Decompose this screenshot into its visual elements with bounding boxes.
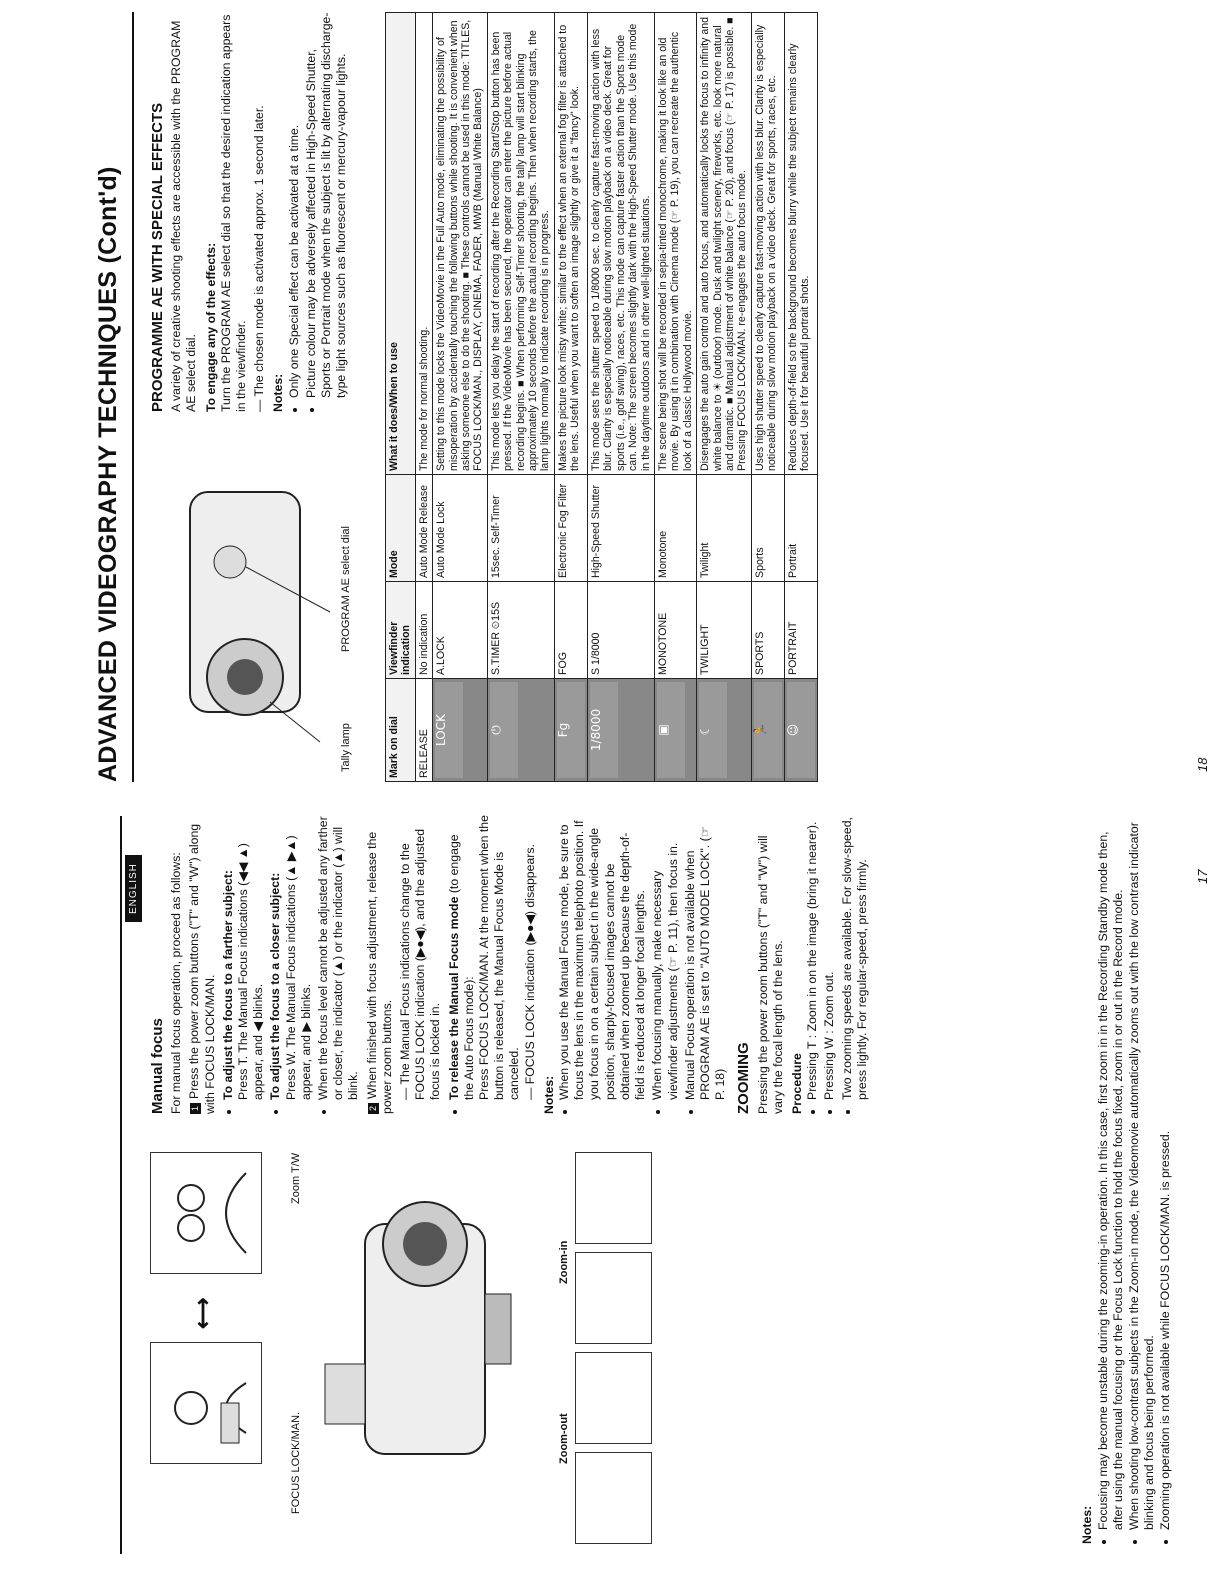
table-row <box>415 13 432 782</box>
zoom-in-label: Zoom-in <box>558 1240 570 1284</box>
table-row <box>697 13 752 782</box>
program-ae-camcorder-illustration <box>150 442 350 772</box>
bottom-note-item: • Focusing may become unstable during the zooming-in operation. In this case, first zoom in in the Recording Standby mode then, after using the manual focusing or the Focus Lock function to hold the focus fixed, zoom in or out in the Record mode. <box>1096 814 1127 1530</box>
header-indication: Viewfinder indication <box>386 582 416 679</box>
farther-item <box>221 814 267 1100</box>
mark-cell: RELEASE <box>415 679 432 782</box>
page-number-17: 17 <box>1195 869 1210 884</box>
note-item: • Manual Focus operation is not available when PROGRAM AE is set to "AUTO MODE LOCK". (☞ P. 18) <box>683 814 729 1100</box>
mark-cell <box>554 679 587 782</box>
mode-cell: Auto Mode Release <box>415 475 432 582</box>
zoom-frame-3 <box>575 1252 652 1344</box>
bottom-notes-title: Notes: <box>1080 1505 1094 1544</box>
program-ae-column <box>150 12 352 412</box>
zoom-frame-2 <box>575 1352 652 1444</box>
lock-dial-mark: LOCK <box>435 682 463 778</box>
description-cell: Uses high shutter speed to clearly capture fast-moving action with less blur. Clarity is especially noticeable during slow motion playback on a video deck. Great for sports, races, etc. <box>751 13 784 475</box>
indication-cell: FOG <box>554 582 587 679</box>
bottom-note-item: • When shooting low-contrast subjects in the Zoom-in mode, the Videomovie automatically zooms out with the low contrast indicator blinking and focus being performed. <box>1127 814 1158 1530</box>
description-cell: Makes the picture look misty white; similar to the effect when an external fog filter is attached to the lens. Useful when you want to soften an image slightly or give it a "fancy" look. <box>554 13 587 475</box>
step-1-text: Press the power zoom buttons ("T" and "W") along with FOCUS LOCK/MAN. <box>187 823 217 1114</box>
engage-text: Turn the PROGRAM AE select dial so that the desired indication appears in the viewfinder. <box>218 14 249 412</box>
mode-cell: Monotone <box>654 475 696 582</box>
fog-dial-mark: Fg <box>557 682 585 778</box>
header-description: What it does/When to use <box>386 13 416 475</box>
release-list <box>447 814 538 1114</box>
program-ae-intro: A variety of creative shooting effects are accessible with the PROGRAM AE select dial. <box>169 20 199 412</box>
program-ae-notes <box>287 12 350 412</box>
description-cell: The mode for normal shooting. <box>415 13 432 475</box>
tally-lamp-label: Tally lamp <box>340 723 352 772</box>
table-row <box>784 13 817 782</box>
bottom-note-item: • Zooming operation is not available while FOCUS LOCK/MAN. is pressed. <box>1158 814 1174 1530</box>
note-item: • Picture colour may be adversely affected in High-Speed Shutter, Sports or Portrait mode when the subject is lit by alternating discharge-type light sources such as fluorescent or mercury-vapour lights. <box>304 12 350 398</box>
camcorder-icon <box>150 442 350 772</box>
mark-cell <box>784 679 817 782</box>
release-title-tail: (to engage the Auto Focus mode): <box>446 834 476 1100</box>
notes-title: Notes: <box>541 1075 556 1114</box>
release-title: To release the Manual Focus mode <box>446 896 461 1100</box>
procedure-list <box>805 814 870 1114</box>
zoom-tw-label: Zoom T/W <box>290 1152 302 1204</box>
zoom-frame-1 <box>575 1452 652 1544</box>
mark-cell <box>697 679 752 782</box>
zooming-intro: Pressing the power zoom buttons ("T" and "W") will vary the focal length of the lens. <box>755 835 785 1114</box>
monotone-dial-mark: ▣ <box>657 682 685 778</box>
description-cell: This mode sets the shutter speed to 1/8000 sec. to clearly capture fast-moving action with less blur. Clarity is especially noticeable during slow motion playback on a video deck. Great for sports (i.e., golf swing), races, etc. This mode can capture faster action than the Sports mode can. Note: The screen becomes slightly dark with the High-Speed Shutter mode. Use this mode in the daytime outdoors and in other well-lighted situations. <box>587 13 654 475</box>
farther-text: Press T. The Manual Focus indications (◀◀ ▲) appear, and ◀ blinks. <box>236 843 266 1100</box>
mark-cell <box>433 679 488 782</box>
camcorder-icon <box>305 1164 545 1494</box>
indication-cell: SPORTS <box>751 582 784 679</box>
bottom-notes-list <box>1096 814 1174 1544</box>
mode-cell: Twilight <box>697 475 752 582</box>
release-text: Press FOCUS LOCK/MAN. At the moment when the button is released, the Manual Focus Mode is canceled. <box>477 815 522 1100</box>
table-row <box>751 13 784 782</box>
manual-focus-notes <box>557 814 728 1114</box>
camcorder-illustration <box>305 1164 545 1494</box>
table-row <box>487 13 554 782</box>
manual-focus-column <box>150 814 873 1114</box>
note-item: • When you use the Manual Focus mode, be sure to focus the lens in the maximum telephoto position. If you focus in on a certain subject in the wide-angle position, sharply-focused images cannot be obtained when zoomed up because the depth-of-field is reduced at longer focal lengths. <box>557 814 648 1100</box>
program-ae-modes-table <box>385 12 818 782</box>
closer-title: To adjust the focus to a closer subject: <box>268 872 283 1100</box>
focus-farther-illustration <box>150 1342 262 1464</box>
mode-cell: High-Speed Shutter <box>587 475 654 582</box>
person-figure-icon <box>151 1345 259 1463</box>
focus-closer-illustration <box>150 1152 262 1274</box>
sports-dial-mark: 🏃 <box>754 682 782 778</box>
step-2 <box>365 814 395 1114</box>
step-2-badge: 2 <box>368 1103 379 1114</box>
procedure-title: Procedure <box>789 1053 804 1114</box>
language-tab: ENGLISH <box>125 855 142 922</box>
self-timer-dial-mark: ⏻ <box>490 682 518 778</box>
zoom-frame-4 <box>575 1152 652 1244</box>
title-rule <box>132 12 134 782</box>
description-cell: Setting to this mode locks the VideoMovie in the Full Auto mode, eliminating the possibility of misoperation by accidentally touching the following buttons while shooting. It is convenient when asking someone else to do the shooting. ■ These controls cannot be used in this mode: TITLES, FOCUS LOCK/MAN., DISPLAY, CINEMA, FADER, MWB (Manual White Balance) <box>433 13 488 475</box>
mark-cell <box>487 679 554 782</box>
engage-note: — The chosen mode is activated approx. 1 second later. <box>252 105 267 412</box>
note-item: • Only one Special effect can be activated at a time. <box>287 12 302 398</box>
twilight-dial-mark: ☾ <box>699 682 727 778</box>
bottom-notes <box>1080 814 1173 1544</box>
mode-cell: Electronic Fog Filter <box>554 475 587 582</box>
indication-cell: A.LOCK <box>433 582 488 679</box>
step-2-note: — The Manual Focus indications change to the FOCUS LOCK indication (▶●◀), and the adjusted focus is locked in. <box>398 828 443 1100</box>
header-mode: Mode <box>386 475 416 582</box>
double-arrow-icon: ⟷ <box>190 1297 215 1329</box>
indication-cell: MONOTONE <box>654 582 696 679</box>
closer-item <box>268 814 314 1100</box>
procedure-item: • Two zooming speeds are available. For slow-speed, press lightly. For regular-speed, press firmly. <box>840 814 870 1100</box>
zoom-out-label: Zoom-out <box>558 1413 570 1464</box>
procedure-item: • Pressing W : Zoom out. <box>822 814 837 1100</box>
top-rule <box>120 816 122 1554</box>
focus-direction-list <box>221 814 362 1114</box>
description-cell: Disengages the auto gain control and auto focus, and automatically locks the focus to infinity and white balance to ☀ (outdoor) mode. Dusk and twilight scenery, fireworks, etc. look more natural and dramatic. ■ Manual adjustment of white balance (☞ P. 20), and focus (☞ P. 17) is possible. ■ Pressing FOCUS LOCK/MAN. re-engages the auto focus mode. <box>697 13 752 475</box>
mode-cell: Portrait <box>784 475 817 582</box>
two-people-icon <box>151 1155 259 1273</box>
release-note: — FOCUS LOCK indication (▶●◀) disappears. <box>522 844 537 1100</box>
program-ae-heading: PROGRAMME AE WITH SPECIAL EFFECTS <box>149 102 166 412</box>
table-row <box>554 13 587 782</box>
portrait-dial-mark: ☺ <box>787 682 815 778</box>
mark-cell <box>587 679 654 782</box>
closer-text: Press W. The Manual Focus indications (▲ ▶▲) appear, and ▶ blinks. <box>283 835 313 1100</box>
engage-title: To engage any of the effects: <box>203 242 218 412</box>
step-1 <box>187 814 217 1114</box>
description-cell: The scene being shot will be recorded in sepia-tinted monochrome, making it look like an old movie. By using it in combination with Cinema mode (☞ P. 19), you can recreate the authentic look of a classic Hollywood movie. <box>654 13 696 475</box>
page-title: ADVANCED VIDEOGRAPHY TECHNIQUES (Cont'd) <box>94 166 122 782</box>
manual-focus-intro: For manual focus operation, proceed as follows: <box>169 852 184 1114</box>
indication-cell: S 1/8000 <box>587 582 654 679</box>
indication-cell: TWILIGHT <box>697 582 752 679</box>
table-header-row <box>386 13 416 782</box>
limit-item: • When the focus level cannot be adjusted any farther or closer, the indicator (▲) or the indicator (▲) will blink. <box>316 814 362 1100</box>
table-row <box>654 13 696 782</box>
table-row <box>587 13 654 782</box>
indication-cell: S.TIMER ⏲15S <box>487 582 554 679</box>
dial-label: PROGRAM AE select dial <box>340 526 352 652</box>
release-item <box>447 814 538 1100</box>
page-number-18: 18 <box>1195 757 1210 772</box>
mode-cell: 15sec. Self-Timer <box>487 475 554 582</box>
description-cell: This mode lets you delay the start of recording after the Recording Start/Stop button has been pressed. If the VideoMovie has been secured, the operator can enter the picture before actual recording begins. ■ When performing Self-Timer shooting, the tally lamp will start blinking approximately 10 seconds before the actual recording begins. Then when recording starts, the lamp lights normally to indicate recording is in progress. <box>487 13 554 475</box>
indication-cell: PORTRAIT <box>784 582 817 679</box>
manual-focus-heading: Manual focus <box>149 1018 166 1114</box>
step-1-badge: 1 <box>190 1103 201 1114</box>
focus-lock-label: FOCUS LOCK/MAN. <box>290 1411 302 1514</box>
farther-title: To adjust the focus to a farther subject: <box>220 869 235 1100</box>
mode-cell: Sports <box>751 475 784 582</box>
mark-cell <box>751 679 784 782</box>
program-ae-notes-title: Notes: <box>271 373 286 412</box>
mode-cell: Auto Mode Lock <box>433 475 488 582</box>
page-17 <box>0 792 1224 1584</box>
mark-cell <box>654 679 696 782</box>
table-row <box>433 13 488 782</box>
header-mark: Mark on dial <box>386 679 416 782</box>
step-2-text: When finished with focus adjustment, release the power zoom buttons. <box>364 831 394 1114</box>
description-cell: Reduces depth-of-field so the background becomes blurry while the subject remains clearly focused. Use it for beautiful portrait shots. <box>784 13 817 475</box>
indication-cell: No indication <box>415 582 432 679</box>
zooming-heading: ZOOMING <box>735 1042 753 1114</box>
procedure-item: • Pressing T : Zoom in on the image (bring it nearer). <box>805 814 820 1100</box>
shutter-dial-mark: 1/8000 <box>590 682 618 778</box>
note-item: • When focusing manually, make necessary viewfinder adjustments (☞ P. 11), then focus in. <box>650 814 680 1100</box>
